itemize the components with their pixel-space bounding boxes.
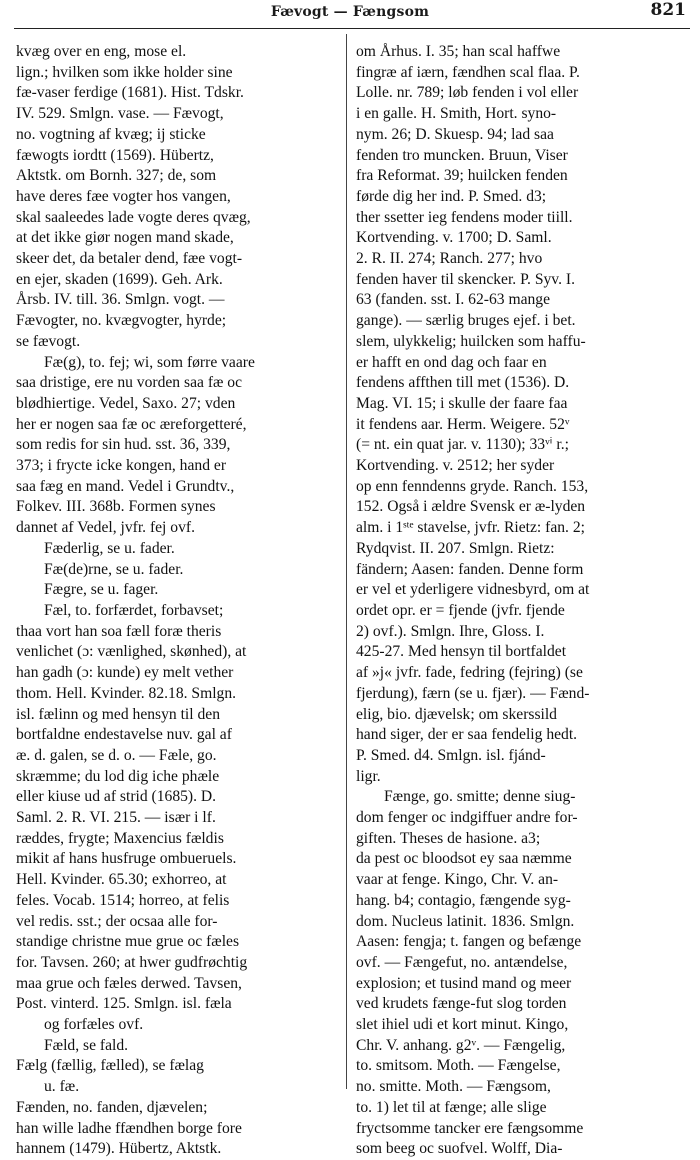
text-line: op enn fenndenns gryde. Ranch. 153, [356, 477, 589, 495]
text-line: isl. fælinn og med hensyn til den [16, 705, 221, 723]
text-line: kvæg over en eng, mose el. [16, 43, 187, 60]
text-line: eller kiuse ud af strid (1685). D. [16, 788, 217, 806]
text-line: i en galle. H. Smith, Hort. syno- [356, 105, 557, 123]
text-line: 425-27. Med hensyn til bortfaldet [356, 643, 567, 661]
text-line: fæ-vaser ferdige (1681). Hist. Tdskr. [16, 84, 244, 102]
text-line: 2) ovf.). Smlgn. Ihre, Gloss. I. [356, 622, 545, 640]
text-line: no. vogtning af kvæg; ij sticke [16, 125, 206, 143]
text-line: bortfaldne endestavelse nuv. gal af [16, 726, 232, 744]
text-line: æ. d. galen, se d. o. — Fæle, go. [16, 746, 217, 764]
text-line: 373; i frycte icke kongen, hand er [16, 457, 227, 475]
text-line: 152. Også i ældre Svensk er æ-lyden [356, 498, 586, 516]
column-divider [346, 34, 347, 1089]
text-line: Mag. VI. 15; i skulle der faare faa [356, 394, 568, 412]
text-line: han gadh (ɔ: kunde) ey melt vether [16, 664, 234, 682]
text-line: lign.; hvilken som ikke holder sine [16, 63, 233, 81]
text-line: han wille ladhe ffændhen borge fore [16, 1119, 242, 1137]
text-line: fæwogts iordtt (1569). Hübertz, [16, 146, 214, 164]
text-line: fryctsomme tancker ere fængsomme [356, 1119, 584, 1137]
text-line: Fæld, se fald. [44, 1036, 129, 1054]
text-line: ræddes, frygte; Maxencius fældis [16, 829, 224, 847]
text-line: IV. 529. Smlgn. vase. — Fævogt, [16, 105, 224, 123]
text-line: P. Smed. d4. Smlgn. isl. fjánd- [356, 746, 546, 764]
text-line: Folkev. III. 368b. Formen synes [16, 498, 216, 516]
text-line: førde dig her ind. P. Smed. d3; [356, 187, 547, 205]
text-line: gange). — særlig bruges ejef. i bet. [356, 312, 576, 330]
text-line: vaar at fenge. Kingo, Chr. V. an- [356, 871, 559, 889]
text-line: Fævogter, no. kvægvogter, hyrde; [16, 312, 227, 330]
text-line: no. smitte. Moth. — Fængsom, [356, 1078, 551, 1096]
text-line: se fævogt. [16, 332, 81, 350]
text-line: fjerdung), færn (se u. fjær). — Fænd- [356, 684, 590, 702]
text-line: to. smitsom. Moth. — Fængelse, [356, 1057, 561, 1075]
text-line: dannet af Vedel, jvfr. fej ovf. [16, 519, 195, 537]
text-line: at det ikke giør nogen mand skade, [16, 229, 234, 247]
text-line: som beeg oc suofvel. Wolff, Dia- [356, 1140, 563, 1158]
text-line: thom. Hell. Kvinder. 82.18. Smlgn. [16, 684, 237, 702]
running-head: Fævogt — Fængsom [270, 4, 430, 20]
text-line: Årsb. IV. till. 36. Smlgn. vogt. — [16, 291, 225, 309]
text-line: ovf. — Fængefut, no. antændelse, [356, 953, 568, 971]
text-line: Rydqvist. II. 207. Smlgn. Rietz: [356, 539, 555, 557]
text-line: om Århus. I. 35; han scal haffwe [356, 43, 561, 60]
right-column [356, 42, 686, 1160]
text-line: saa dristige, ere nu vorden saa fæ oc [16, 374, 243, 392]
text-line: Fæ(de)rne, se u. fader. [44, 560, 184, 578]
text-line: standige christne mue grue oc fæles [16, 933, 240, 951]
text-line: Fæ(g), to. fej; wi, som førre vaare [44, 353, 255, 371]
text-line: som redis for sin hud. sst. 36, 339, [16, 436, 231, 454]
text-line: er vel et yderligere vidnesbyrd, om at [356, 581, 590, 599]
text-line: en ejer, skaden (1699). Geh. Ark. [16, 270, 223, 288]
text-line: fra Reformat. 39; huilcken fenden [356, 167, 568, 185]
text-line: Post. vinterd. 125. Smlgn. isl. fæla [16, 995, 232, 1013]
text-line: slem, ulykkelig; huilcken som haffu- [356, 332, 586, 350]
text-line: hand siger, der er saa fendelig hedt. [356, 726, 578, 744]
text-line: fenden haver til skencker. P. Syv. I. [356, 270, 575, 288]
text-line: skræmme; du lod dig iche phæle [16, 767, 220, 785]
text-line: have deres fæe vogter hos vangen, [16, 187, 231, 205]
text-line: elig, bio. djævelsk; om skerssild [356, 705, 557, 723]
text-line: dom fenger oc indgiffuer andre for- [356, 809, 578, 827]
text-line: Fægre, se u. fager. [44, 581, 159, 599]
page-number: 821 [650, 0, 686, 20]
text-line: for. Tavsen. 260; at hwer gudfrøchtig [16, 953, 248, 971]
text-line: Saml. 2. R. VI. 215. — især i lf. [16, 809, 216, 827]
text-line: mikit af hans husfruge ombueruels. [16, 850, 237, 868]
text-line: explosion; et tusind mand og meer [356, 974, 572, 992]
text-line: er hafft en ond dag och faar en [356, 353, 547, 371]
text-line: hannem (1479). Hübertz, Aktstk. [16, 1140, 222, 1158]
text-line: slet ihiel udi et kort minut. Kingo, [356, 1016, 569, 1034]
left-column [16, 42, 341, 1160]
text-line: ligr. [356, 767, 381, 785]
text-line: fendens affthen till met (1536). D. [356, 374, 570, 392]
text-line: Aasen: fengja; t. fangen og befænge [356, 933, 582, 951]
text-line: ved krudets fænge-fut slog torden [356, 995, 567, 1013]
text-line: fenden tro muncken. Bruun, Viser [356, 146, 568, 164]
text-line: skeer det, da betaler dend, fæe vogt- [16, 250, 243, 268]
text-line: 2. R. II. 274; Ranch. 277; hvo [356, 250, 543, 268]
text-line: og forfæles ovf. [44, 1016, 144, 1034]
text-line: saa fæg en mand. Vedel i Grundtv., [16, 477, 235, 495]
text-line: Kortvending. v. 2512; her syder [356, 457, 555, 475]
text-line: Fælg (fællig, fælled), se fælag [16, 1057, 204, 1075]
text-line: blødhiertige. Vedel, Saxo. 27; vden [16, 394, 236, 412]
text-line: Kortvending. v. 1700; D. Saml. [356, 229, 552, 247]
text-line: ther ssetter ieg fendens moder tiill. [356, 208, 573, 226]
text-line: Fænge, go. smitte; denne siug- [384, 788, 576, 806]
text-line: af »j« jvfr. fade, fedring (fejring) (se [356, 664, 583, 682]
text-line: fingræ af iærn, fændhen scal flaa. P. [356, 63, 580, 81]
text-line: dom. Nucleus latinit. 1836. Smlgn. [356, 912, 575, 930]
text-line: fändern; Aasen: fanden. Denne form [356, 560, 584, 578]
text-line: Fæl, to. forfærdet, forbavset; [44, 601, 224, 619]
text-line: Hell. Kvinder. 65.30; exhorreo, at [16, 871, 227, 889]
text-line: giften. Theses de hasione. a3; [356, 829, 541, 847]
text-line: nym. 26; D. Skuesp. 94; lad saa [356, 125, 554, 143]
text-line: da pest oc bloodsot ey saa næmme [356, 850, 572, 868]
text-line: ordet opr. er = fjende (jvfr. fjende [356, 601, 565, 619]
text-line: u. fæ. [44, 1078, 80, 1096]
text-line: Lolle. nr. 789; løb fenden i vol eller [356, 84, 579, 102]
text-line: Chr. V. anhang. g2ᵛ. — Fængelig, [356, 1036, 566, 1054]
text-line: alm. i 1ˢᵗᵉ stavelse, jvfr. Rietz: fan. 2; [356, 519, 585, 537]
text-line: Fænden, no. fanden, djævelen; [16, 1098, 208, 1116]
text-line: hang. b4; contagio, fængende syg- [356, 891, 571, 909]
text-line: 63 (fanden. sst. I. 62-63 mange [356, 291, 551, 309]
text-line: thaa vort han soa fæll foræ theris [16, 622, 222, 640]
text-line: skal saaleedes lade vogte deres qvæg, [16, 208, 251, 226]
text-line: vel redis. sst.; der ocsaa alle for- [16, 912, 218, 930]
text-line: maa grue och fæles derwed. Tavsen, [16, 974, 242, 992]
text-line: to. 1) let til at fænge; alle slige [356, 1098, 547, 1116]
text-line: Aktstk. om Bornh. 327; de, som [16, 167, 217, 185]
header-rule [14, 28, 690, 29]
text-line: Fæderlig, se u. fader. [44, 539, 175, 557]
page-header [0, 0, 700, 30]
text-line: (= nt. ein quat jar. v. 1130); 33ᵛⁱ r.; [356, 436, 569, 454]
text-line: venlichet (ɔ: vænlighed, skønhed), at [16, 643, 247, 661]
text-line: it fendens aar. Herm. Weigere. 52ᵛ [356, 415, 570, 433]
text-line: feles. Vocab. 1514; horreo, at felis [16, 891, 230, 909]
text-line: her er nogen saa fæ oc æreforgetteré, [16, 415, 247, 433]
